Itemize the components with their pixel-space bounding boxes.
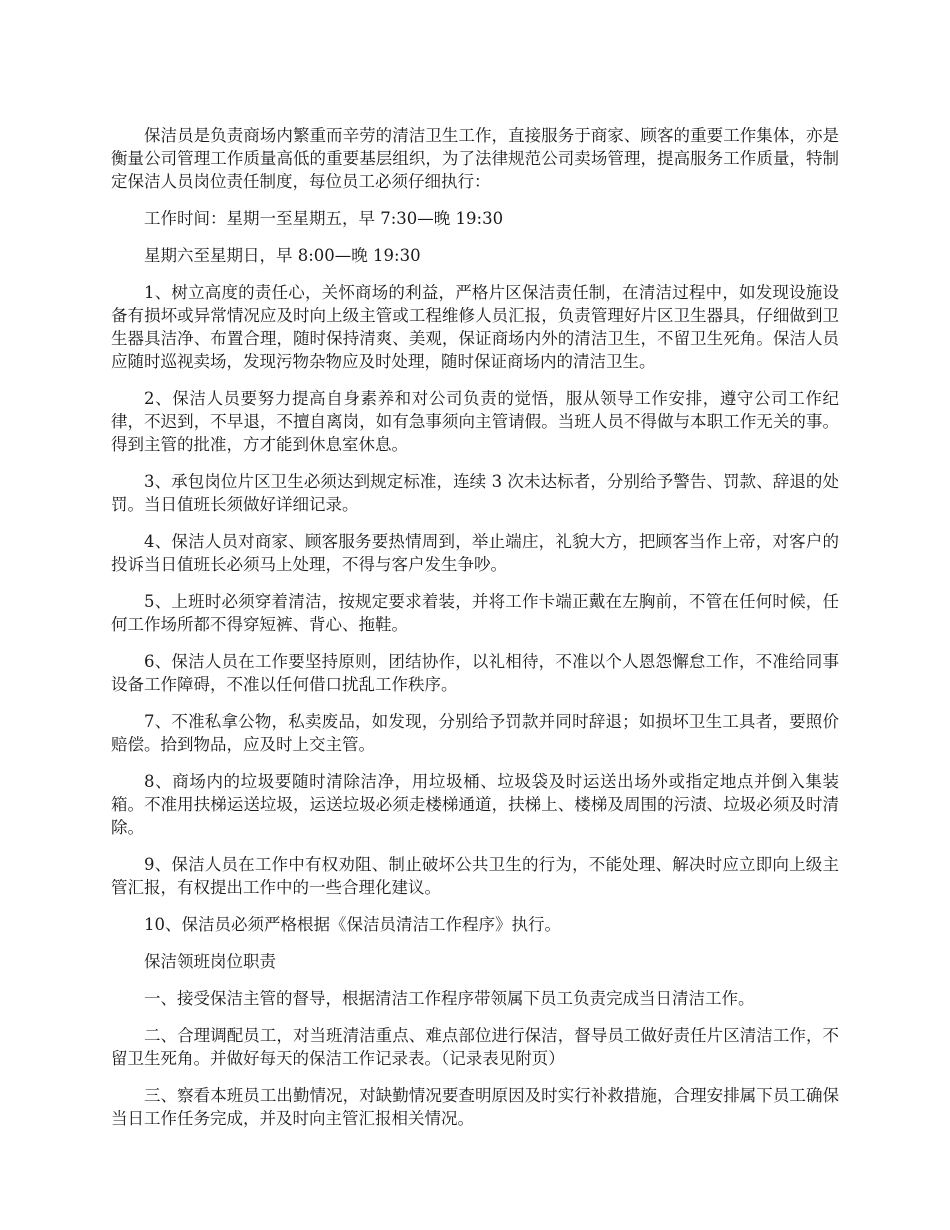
rule-item-6: 6、保洁人员在工作要坚持原则，团结协作，以礼相待，不准以个人恩怨懈怠工作，不准给同事设备工作障碍，不准以任何借口扰乱工作秩序。 (111, 652, 839, 694)
duty-item-2: 二、合理调配员工，对当班清洁重点、难点部位进行保洁，督导员工做好责任片区清洁工作，不留卫生死角。并做好每天的保洁工作记录表。（记录表见附页） (111, 1026, 839, 1068)
work-hours-weekday: 工作时间：星期一至星期五，早 7:30—晚 19:30 (144, 209, 504, 228)
work-hours-weekend: 星期六至星期日，早 8:00—晚 19:30 (144, 246, 421, 265)
rule-item-1: 1、树立高度的责任心，关怀商场的利益，严格片区保洁责任制，在清洁过程中，如发现设施设备有损坏或异常情况应及时向上级主管或工程维修人员汇报，负责管理好片区卫生器具，仔细做到卫生器具洁净、布置合理，随时保持清爽、美观，保证商场内外的清洁卫生，不留卫生死角。保洁人员应随时巡视卖场，发现污物杂物应及时处理，随时保证商场内的清洁卫生。 (111, 283, 839, 371)
rule-item-2: 2、保洁人员要努力提高自身素养和对公司负责的觉悟，服从领导工作安排，遵守公司工作纪律，不迟到，不早退，不擅自离岗，如有急事须向主管请假。当班人员不得做与本职工作无关的事。得到主管的批准，方才能到休息室休息。 (111, 389, 839, 454)
rule-item-9: 9、保洁人员在工作中有权劝阻、制止破坏公共卫生的行为，不能处理、解决时应立即向上级主管汇报，有权提出工作中的一些合理化建议。 (111, 855, 839, 897)
rule-item-4: 4、保洁人员对商家、顾客服务要热情周到，举止端庄，礼貌大方，把顾客当作上帝，对客户的投诉当日值班长必须马上处理，不得与客户发生争吵。 (111, 532, 839, 574)
duty-item-1: 一、接受保洁主管的督导，根据清洁工作程序带领属下员工负责完成当日清洁工作。 (144, 989, 755, 1008)
intro-paragraph: 保洁员是负责商场内繁重而辛劳的清洁卫生工作，直接服务于商家、顾客的重要工作集体，亦是衡量公司管理工作质量高低的重要基层组织，为了法律规范公司卖场管理，提高服务工作质量，特制定保洁人员岗位责任制度，每位员工必须仔细执行： (111, 126, 839, 191)
section-heading: 保洁领班岗位职责 (144, 952, 276, 971)
duty-item-3: 三、察看本班员工出勤情况，对缺勤情况要查明原因及时实行补救措施，合理安排属下员工确保当日工作任务完成，并及时向主管汇报相关情况。 (111, 1086, 839, 1128)
rule-item-3: 3、承包岗位片区卫生必须达到规定标准，连续 3 次未达标者，分别给予警告、罚款、辞退的处罚。当日值班长须做好详细记录。 (111, 472, 839, 514)
rule-item-5: 5、上班时必须穿着清洁，按规定要求着装，并将工作卡端正戴在左胸前，不管在任何时候，任何工作场所都不得穿短裤、背心、拖鞋。 (111, 592, 839, 634)
rule-item-10: 10、保洁员必须严格根据《保洁员清洁工作程序》执行。 (144, 915, 561, 934)
document-body (111, 124, 839, 1144)
rule-item-7: 7、不准私拿公物，私卖废品，如发现，分别给予罚款并同时辞退；如损坏卫生工具者，要照价赔偿。拾到物品，应及时上交主管。 (111, 712, 839, 754)
rule-item-8: 8、商场内的垃圾要随时清除洁净，用垃圾桶、垃圾袋及时运送出场外或指定地点并倒入集装箱。不准用扶梯运送垃圾，运送垃圾必须走楼梯通道，扶梯上、楼梯及周围的污渍、垃圾必须及时清除。 (111, 772, 839, 837)
